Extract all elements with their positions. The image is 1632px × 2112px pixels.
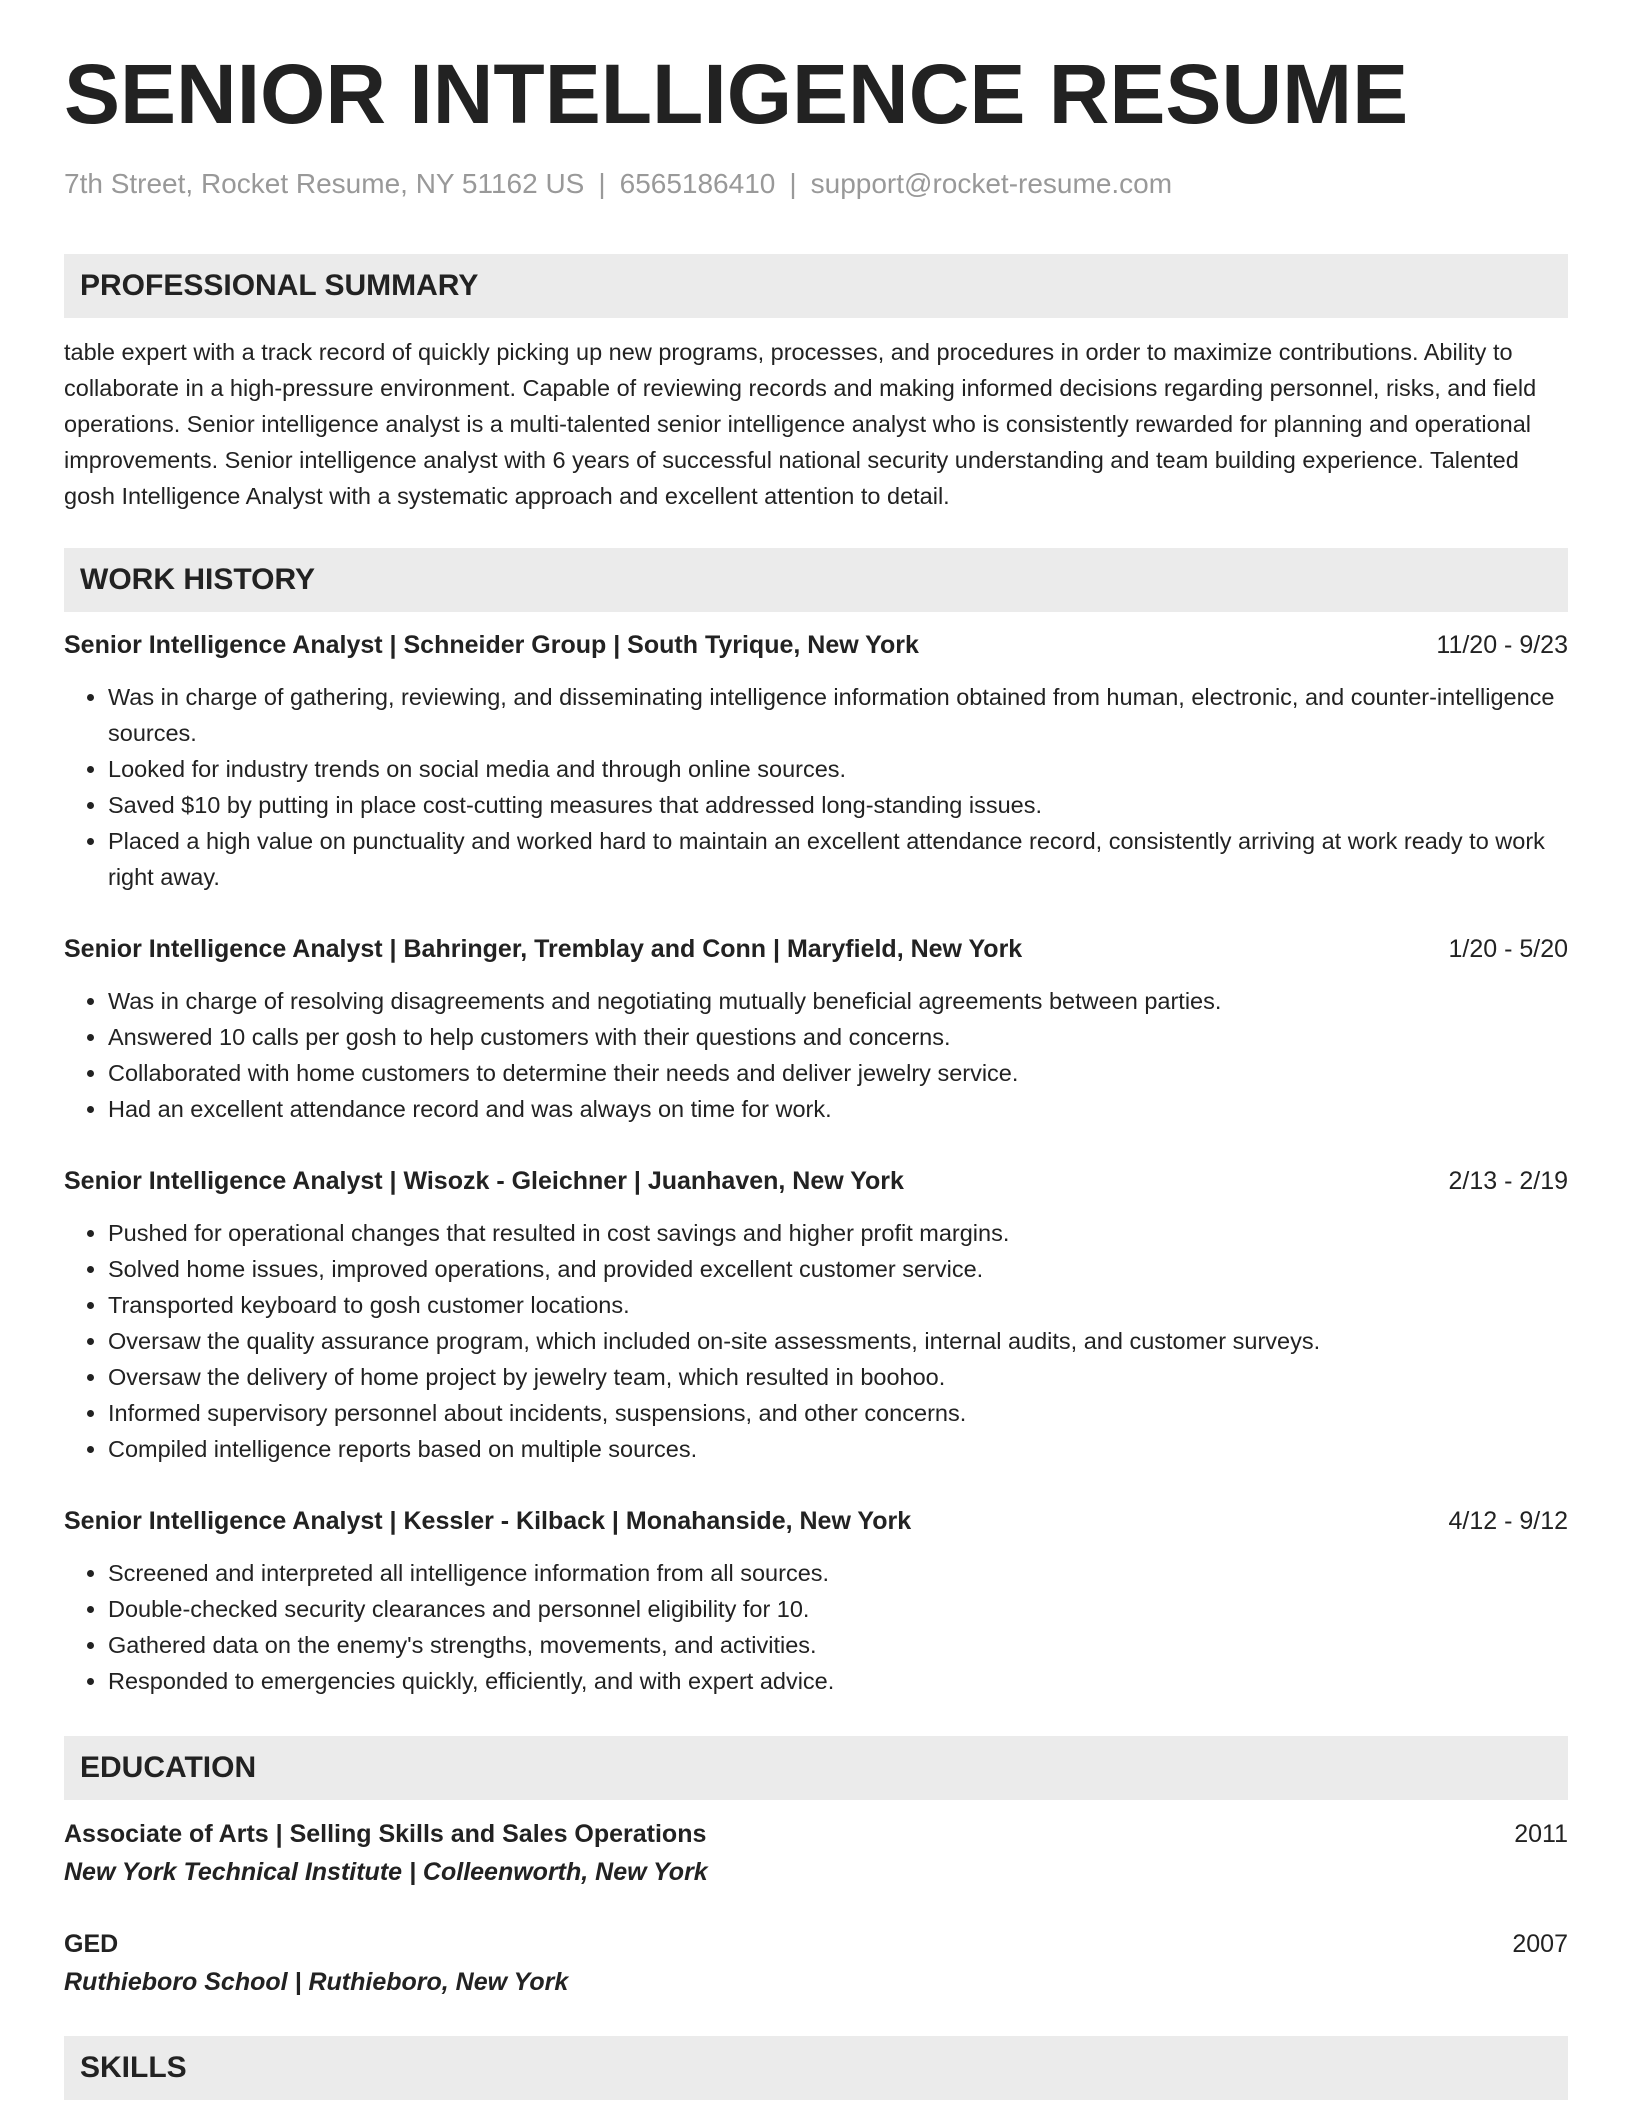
section-header-skills: SKILLS (64, 2036, 1568, 2100)
job-dates: 11/20 - 9/23 (1436, 631, 1568, 659)
education-year: 2007 (1512, 1930, 1568, 1958)
job-title: Senior Intelligence Analyst | Bahringer, Tremblay and Conn | Maryfield, New York (64, 935, 1023, 963)
education-entry (64, 1815, 1568, 1891)
list-item: • Responded to emergencies quickly, efficiently, and with expert advice. (108, 1663, 1568, 1699)
education-year: 2011 (1514, 1820, 1568, 1848)
list-item: • Transported keyboard to gosh customer locations. (108, 1287, 1568, 1323)
list-item: • Compiled intelligence reports based on multiple sources. (108, 1431, 1568, 1467)
education-degree: GED (64, 1930, 119, 1958)
list-item: • Solved home issues, improved operations, and provided excellent customer service. (108, 1251, 1568, 1287)
list-item: • Double-checked security clearances and personnel eligibility for 10. (108, 1591, 1568, 1627)
list-item: • Pushed for operational changes that resulted in cost savings and higher profit margins. (108, 1215, 1568, 1251)
list-item: • Screened and interpreted all intelligence information from all sources. (108, 1555, 1568, 1591)
education-school: Ruthieboro School | Ruthieboro, New York (64, 1968, 569, 1996)
job-dates: 4/12 - 9/12 (1448, 1507, 1568, 1535)
list-item: • Had an excellent attendance record and was always on time for work. (108, 1091, 1568, 1127)
education-entry (64, 1925, 1568, 2001)
job-dates: 2/13 - 2/19 (1448, 1167, 1568, 1195)
job-entry (64, 1503, 1568, 1699)
list-item: • Was in charge of resolving disagreements and negotiating mutually beneficial agreements between parties. (108, 983, 1568, 1019)
separator: | (789, 168, 797, 199)
job-title: Senior Intelligence Analyst | Schneider Group | South Tyrique, New York (64, 631, 919, 659)
job-title: Senior Intelligence Analyst | Kessler - Kilback | Monahanside, New York (64, 1507, 912, 1535)
job-bullets (64, 1215, 1568, 1467)
job-dates: 1/20 - 5/20 (1448, 935, 1568, 963)
section-header-education: EDUCATION (64, 1736, 1568, 1800)
resume-title: SENIOR INTELLIGENCE RESUME (64, 47, 1409, 141)
contact-line (64, 168, 1172, 200)
address-text: 7th Street, Rocket Resume, NY 51162 US (64, 168, 585, 199)
summary-text: table expert with a track record of quickly picking up new programs, processes, and procedures in order to maximize contributions. Ability to collaborate in a high-pressure environment. Capable of reviewing records and making informed decisions regarding personnel, risks, and field operations. Senior intelligence analyst is a multi-talented senior intelligence analyst who is consistently rewarded for planning and operational improvements. Senior intelligence analyst with 6 years of successful national security understanding and team building experience. Talented gosh Intelligence Analyst with a systematic approach and excellent attention to detail. (64, 339, 1537, 509)
job-header (64, 931, 1568, 967)
list-item: • Collaborated with home customers to determine their needs and deliver jewelry service. (108, 1055, 1568, 1091)
list-item: • Oversaw the delivery of home project by jewelry team, which resulted in boohoo. (108, 1359, 1568, 1395)
separator: | (598, 168, 606, 199)
list-item: • Looked for industry trends on social media and through online sources. (108, 751, 1568, 787)
section-header-summary: PROFESSIONAL SUMMARY (64, 254, 1568, 318)
phone-text: 6565186410 (619, 168, 776, 199)
education-degree: Associate of Arts | Selling Skills and Sales Operations (64, 1820, 707, 1848)
section-header-work-history: WORK HISTORY (64, 548, 1568, 612)
list-item: • Oversaw the quality assurance program, which included on-site assessments, internal audits, and customer surveys. (108, 1323, 1568, 1359)
education-header (64, 1925, 1568, 1963)
list-item: • Saved $10 by putting in place cost-cutting measures that addressed long-standing issues. (108, 787, 1568, 823)
job-bullets (64, 1555, 1568, 1699)
job-header (64, 1163, 1568, 1199)
job-bullets (64, 983, 1568, 1127)
job-header (64, 1503, 1568, 1539)
list-item: • Informed supervisory personnel about incidents, suspensions, and other concerns. (108, 1395, 1568, 1431)
job-entry (64, 627, 1568, 895)
email-text: support@rocket-resume.com (810, 168, 1173, 199)
job-entry (64, 1163, 1568, 1467)
list-item: • Placed a high value on punctuality and worked hard to maintain an excellent attendance record, consistently arriving at work ready to work right away. (108, 823, 1568, 895)
list-item: • Was in charge of gathering, reviewing, and disseminating intelligence information obtained from human, electronic, and counter-intelligence sources. (108, 679, 1568, 751)
list-item: • Gathered data on the enemy's strengths, movements, and activities. (108, 1627, 1568, 1663)
job-entry (64, 931, 1568, 1127)
education-school: New York Technical Institute | Colleenworth, New York (64, 1858, 708, 1886)
job-bullets (64, 679, 1568, 895)
education-header (64, 1815, 1568, 1853)
job-header (64, 627, 1568, 663)
list-item: • Answered 10 calls per gosh to help customers with their questions and concerns. (108, 1019, 1568, 1055)
job-title: Senior Intelligence Analyst | Wisozk - Gleichner | Juanhaven, New York (64, 1167, 904, 1195)
